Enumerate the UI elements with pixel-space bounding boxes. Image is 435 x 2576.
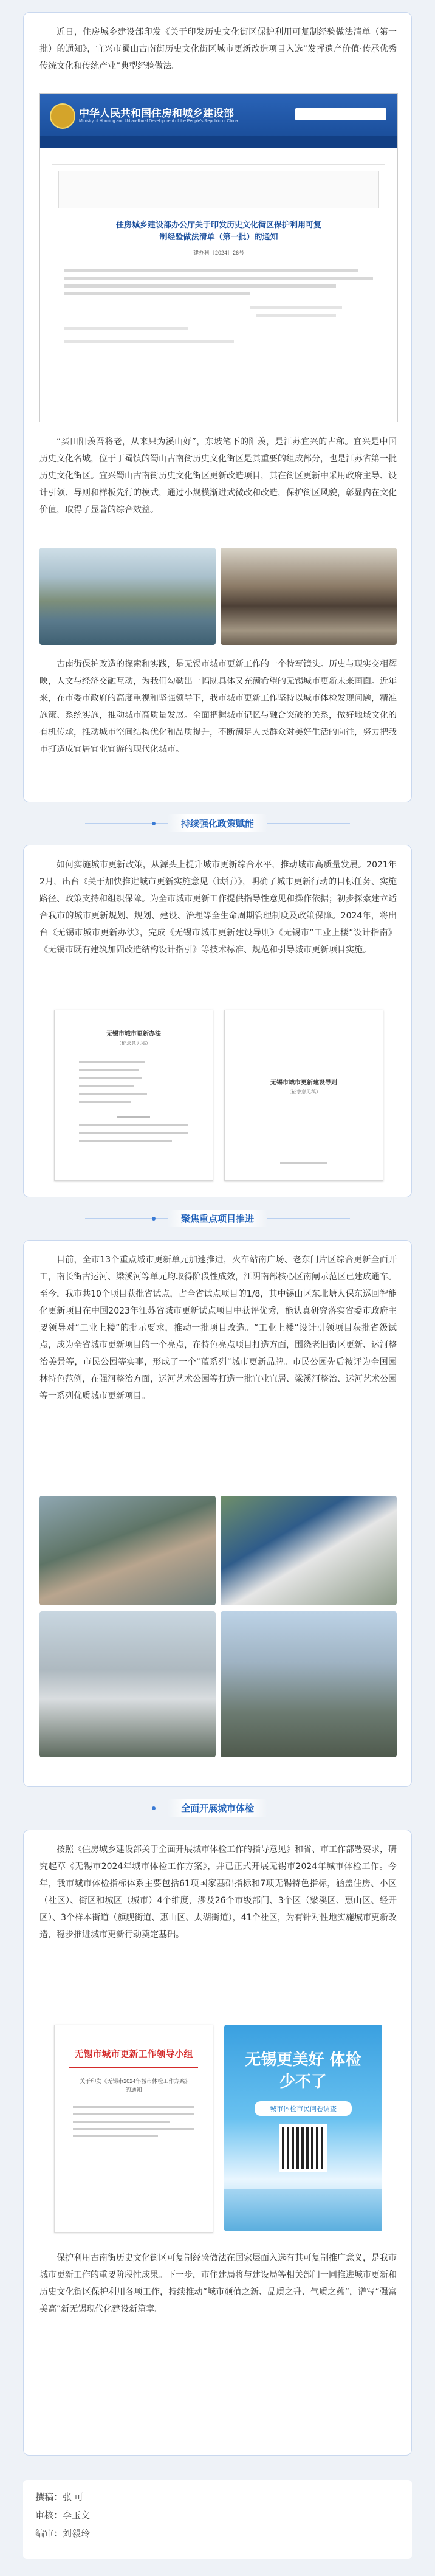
- doc-number: 建办科〔2024〕26号: [193, 250, 245, 256]
- old-street-photo: [221, 548, 397, 645]
- project-aerial-photo-2: [221, 1496, 397, 1605]
- doc-title: 住房城乡建设部办公厅关于印发历史文化街区保护利用可复制经验做法清单（第一批）的通知: [115, 221, 321, 242]
- canal-town-photo: [39, 548, 216, 645]
- checkup-plan-cover: [54, 2025, 213, 2233]
- renewal-guideline-document: [224, 1010, 383, 1181]
- ministry-header: [40, 94, 397, 136]
- credit-reviewer: 审核：李玉文: [35, 2510, 91, 2521]
- credits-box: [23, 2480, 412, 2559]
- site-title: 中华人民共和国住房和城乡建设部: [79, 108, 234, 120]
- checkup-survey-poster: [224, 2025, 382, 2231]
- project-building-photo-1: [39, 1611, 216, 1757]
- project-building-photo-2: [221, 1611, 397, 1757]
- site-nav-bar: [40, 136, 397, 148]
- cover-title: 无锡市城市更新工作领导小组: [74, 2048, 193, 2059]
- section-heading: 持续强化政策赋能: [168, 814, 267, 832]
- section-heading: 聚焦重点项目推进: [168, 1210, 267, 1227]
- doc-left-title: 无锡市城市更新办法: [106, 1031, 161, 1038]
- doc-right-subtitle: （征求意见稿）: [287, 1089, 321, 1095]
- ministry-notice-screenshot: [39, 93, 398, 422]
- credit-editor-in-chief: 编审：刘毅玲: [35, 2529, 91, 2539]
- poster-subtitle: 城市体检市民问卷调查: [255, 2101, 352, 2116]
- policy-card: [23, 845, 412, 1197]
- section-title-policy: [0, 814, 435, 833]
- cover-subtitle: 关于印发《无锡市2024年城市体检工作方案》的通知: [80, 2078, 188, 2093]
- project-aerial-photo-1: [39, 1496, 216, 1605]
- national-emblem-icon: [50, 103, 75, 129]
- checkup-paragraph-1: 按照《住房城乡建设部关于全面开展城市体检工作的指导意见》和省、市工作部署要求，研究起草《无锡市2024年城市体检工作方案》，并已正式开展无锡市2024年城市体检工作。今年，我市城市体检指标体系主要包括61项国家基础指标和7项无锡特色指标，涵盖住房、小区（社区）、街区和城区（城市）4个维度，涉及26个市级部门、3个区（梁溪区、惠山区、经开区）、3个样本街道（旗舰街道、惠山区、太湖街道），41个社区，为有针对性地实施城市更新改造，稳步推进城市更新行动奠定基础。: [39, 1845, 397, 1940]
- intro-paragraph-1: 近日，住房城乡建设部印发《关于印发历史文化街区保护利用可复制经验做法清单（第一批）的通知》，宜兴市蜀山古南街历史文化街区城市更新改造项目入选“发挥遗产价值·传承优秀传统文化和传统产业”典型经验做法。: [39, 27, 397, 71]
- doc-body-lines: [64, 269, 373, 343]
- section-heading: 全面开展城市体检: [168, 1799, 267, 1817]
- doc-right-title: 无锡市城市更新建设导则: [270, 1080, 337, 1086]
- projects-card: [23, 1240, 412, 1787]
- renewal-measures-document: [54, 1010, 213, 1181]
- site-breadcrumb: [52, 153, 385, 165]
- intro-paragraph-2: “买田阳羡吾将老，从来只为溪山好”，东坡笔下的阳羡，是江苏宜兴的古称。宜兴是中国历史文化名城，位于丁蜀镇的蜀山古南街历史文化街区是其重要的组成部分，也是江苏省第一批历史文化街区。宜兴蜀山古南街历史文化街区更新改造项目，其在街区更新中采用政府主导、设计引领、导则和样板先行的模式，通过小规模渐进式微改和改造，保护街区风貌，彰显内在文化价值，取得了显著的综合效益。: [39, 437, 397, 515]
- section-title-checkup: [0, 1799, 435, 1817]
- poster-title: 无锡更美好 体检少不了: [245, 2051, 361, 2091]
- intro-paragraph-3: 古南街保护改造的探索和实践，是无锡市城市更新工作的一个特写镜头。历史与现实交相辉映，人文与经济交融互动，为我们勾勒出一幅既具体又充满希望的无锡城市更新未来画面。近年来，在市委市政府的高度重视和坚强领导下，我市城市更新工作坚持以城市体检发现问题，精准施策、系统实施，推动城市高质量发展。全面把握城市记忆与融合突破的关系，做好地域文化的有机传承，推动城市空间结构优化和品质提升，不断满足人民群众对美好生活的向往，努力把我市打造成宜居宜业宜游的现代化城市。: [39, 659, 397, 754]
- policy-paragraph: 如何实施城市更新政策，从源头上提升城市更新综合水平，推动城市高质量发展。2021年2月，出台《关于加快推进城市更新实施意见（试行）》，明确了城市更新行动的目标任务、实施路径、政策支持和组织保障。为全市城市更新工作提供指导性意见和操作依据；初步探索建立适合我市的城市更新规划、规划、建设、治理等全生命周期管理制度及政策保障。2024年，将出台《无锡市城市更新办法》，完成《无锡市城市更新建设导则》《无锡市“工业上楼”设计指南》《无锡市既有建筑加固改造结构设计指引》等技术标准、规范和引导城市更新项目实施。: [39, 860, 397, 955]
- site-subtitle: Ministry of Housing and Urban-Rural Development of the People's Republic of China: [79, 119, 238, 123]
- section-title-projects: [0, 1210, 435, 1228]
- checkup-paragraph-2: 保护利用古南街历史文化街区可复制经验做法在国家层面入选有其可复制推广意义，是我市城市更新工作的重要阶段性成果。下一步，市住建局将与建设局等相关部门一同推进城市更新和历史文化街区保护利用各项工作，持续推动“城市颜值之新、品质之升、气质之蕴”，谱写“强富美高”新无锡现代化建设新篇章。: [39, 2253, 397, 2314]
- doc-left-subtitle: （征求意见稿）: [117, 1041, 151, 1046]
- projects-paragraph: 目前，全市13个重点城市更新单元加速推进，火车站南广场、老东门片区综合更新全面开工，南长街古运河、梁溪河等单元均取得阶段性成效，江阴南部核心区南闸示范区已建成通车。至今，我市共10个项目获批省试点，占全省试点项目的1/8，其中锡山区东北塘人保东巡回智能化更新项目在中国2023年江苏省城市更新试点项目中获评优秀，能认真研究落实省委市政府主要领导对“工业上楼”的批示要求，推动一批项目改造。“工业上楼”设计引领项目获批省级试点，成为全省城市更新项目的一个亮点，在特色亮点项目打造方面，围绕老旧街区更新、运河整治美景等，市民公园等实事，形成了一个“蓝系列”城市更新品牌。市民公园先后被评为全国园林特色范例，在强河整治方面，运河艺术公园等打造一批宜业宜居、梁溪河整治、运河艺术公园等一系列优质城市更新项目。: [39, 1255, 397, 1401]
- intro-card: [23, 12, 412, 802]
- doc-info-table: [58, 171, 379, 208]
- site-search-input[interactable]: [295, 108, 386, 120]
- qr-code-icon: [279, 2124, 327, 2172]
- checkup-card: [23, 1830, 412, 2456]
- credit-editor: 撰稿：张 可: [35, 2492, 84, 2502]
- skyline-graphic: [224, 2189, 382, 2231]
